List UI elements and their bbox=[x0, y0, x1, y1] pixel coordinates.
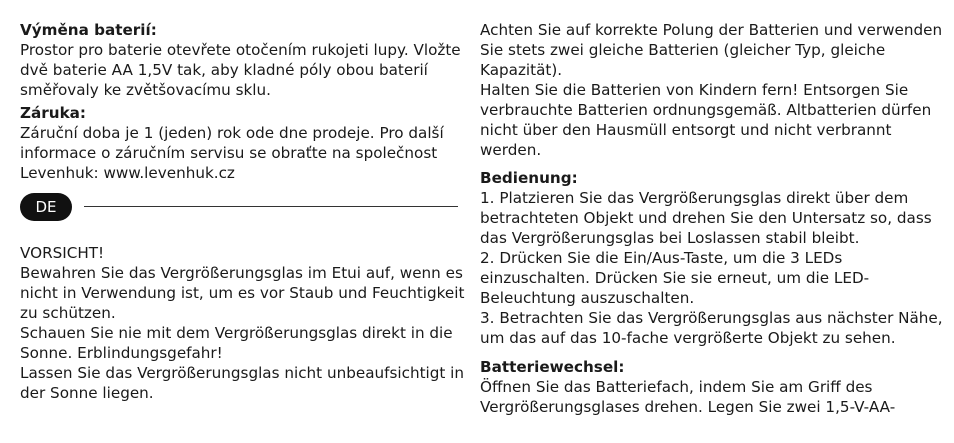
battery-replacement-cz-text: Prostor pro baterie otevřete otočením rukojeti lupy. Vložte dvě baterie AA 1,5V tak, aby kladné póly obou baterií směřovaly ke zvětšovacímu sklu. bbox=[20, 41, 461, 99]
caution-continued-paragraph-2: Halten Sie die Batterien von Kindern fern! Entsorgen Sie verbrauchte Batterien ordnungsgemäß. Altbatterien dürfen nicht über den Hausmüll entsorgt und nicht verbrannt werden. bbox=[480, 81, 932, 159]
operation-de-step-3: 3. Betrachten Sie das Vergrößerungsglas aus nächster Nähe, um das auf das 10-fache vergrößerte Objekt zu sehen. bbox=[480, 309, 943, 347]
caution-de-section bbox=[20, 243, 470, 403]
language-divider bbox=[20, 193, 458, 221]
warranty-cz-section bbox=[20, 103, 470, 183]
battery-replacement-cz-heading: Výměna baterií: bbox=[20, 21, 157, 39]
warranty-cz-heading: Záruka: bbox=[20, 104, 86, 122]
caution-de-paragraph-1: Bewahren Sie das Vergrößerungsglas im Etui auf, wenn es nicht in Verwendung ist, um es vor Staub und Feuchtigkeit zu schützen. bbox=[20, 264, 465, 322]
language-badge-de: DE bbox=[20, 193, 72, 221]
caution-continued-paragraph-1: Achten Sie auf korrekte Polung der Batterien und verwenden Sie stets zwei gleiche Batterien (gleicher Typ, gleiche Kapazität). bbox=[480, 21, 943, 79]
battery-replacement-de-section bbox=[480, 357, 945, 417]
caution-de-heading: VORSICHT! bbox=[20, 244, 105, 262]
battery-replacement-de-text: Öffnen Sie das Batteriefach, indem Sie am Griff des Vergrößerungsglases drehen. Legen Sie zwei 1,5-V-AA- bbox=[480, 378, 896, 416]
divider-line bbox=[84, 206, 458, 207]
caution-de-paragraph-3: Lassen Sie das Vergrößerungsglas nicht unbeaufsichtigt in der Sonne liegen. bbox=[20, 364, 465, 402]
caution-continued-section bbox=[480, 20, 945, 160]
operation-de-step-2: 2. Drücken Sie die Ein/Aus-Taste, um die 3 LEDs einzuschalten. Drücken Sie sie erneut, um die LED-Beleuchtung auszuschalten. bbox=[480, 249, 870, 307]
warranty-cz-text: Záruční doba je 1 (jeden) rok ode dne prodeje. Pro další informace o záručním servisu se obraťte na společnost Levenhuk: www.levenhuk.cz bbox=[20, 124, 444, 182]
operation-de-heading: Bedienung: bbox=[480, 169, 578, 187]
operation-de-step-1: 1. Platzieren Sie das Vergrößerungsglas direkt über dem betrachteten Objekt und drehen Sie den Untersatz so, dass das Vergrößerungsglas bei Loslassen stabil bleibt. bbox=[480, 189, 932, 247]
operation-de-section bbox=[480, 168, 945, 348]
battery-replacement-cz-section bbox=[20, 20, 470, 100]
battery-replacement-de-heading: Batteriewechsel: bbox=[480, 358, 625, 376]
caution-de-paragraph-2: Schauen Sie nie mit dem Vergrößerungsglas direkt in die Sonne. Erblindungsgefahr! bbox=[20, 324, 453, 362]
